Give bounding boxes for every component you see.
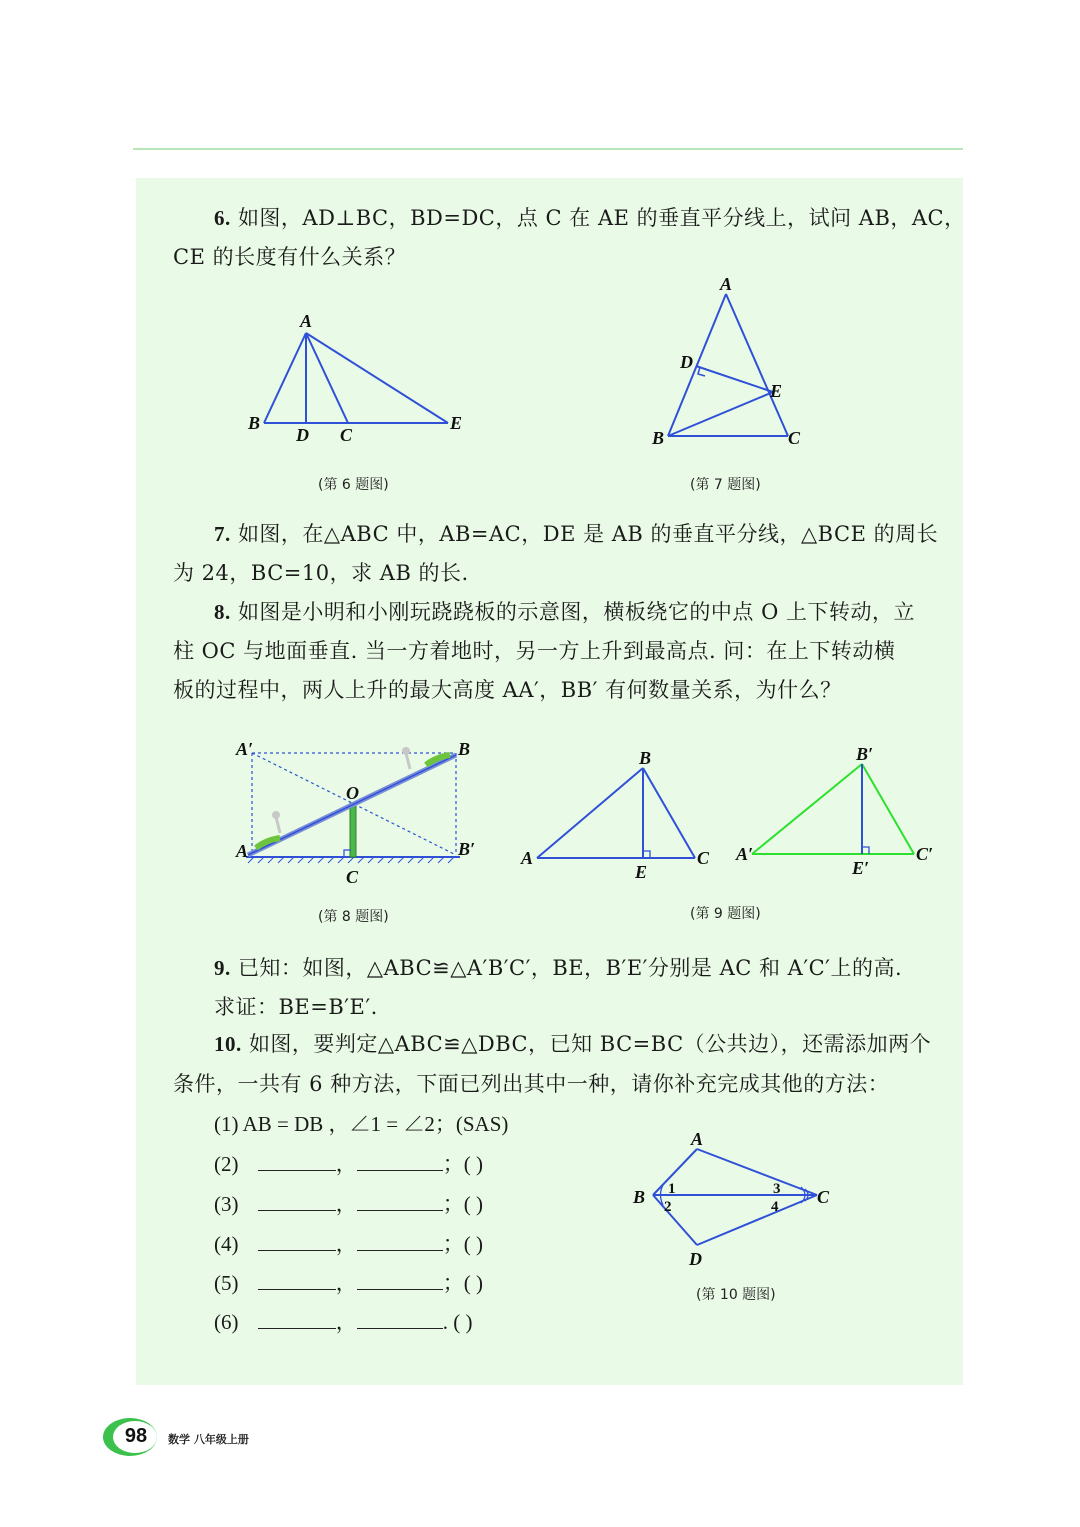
option-5-blank-2[interactable] bbox=[357, 1271, 443, 1290]
problem-6-text-1: 如图，AD⊥BC，BD=DC，点 C 在 AE 的垂直平分线上，试问 AB，AC， bbox=[237, 206, 966, 230]
fig10-segment-AC bbox=[697, 1149, 817, 1195]
option-2-blank-2[interactable] bbox=[357, 1152, 443, 1171]
fig8-label-C: C bbox=[346, 867, 359, 887]
caption-fig7: (第 7 题图) bbox=[690, 477, 761, 493]
problem-9-line-2: 求证：BE=B′E′. bbox=[214, 995, 378, 1019]
fig8-label-A1: A′ bbox=[236, 739, 254, 759]
option-3-label: (3) bbox=[214, 1192, 239, 1216]
fig10-angle-4: 4 bbox=[771, 1199, 779, 1215]
fig9b-segment-AB bbox=[752, 764, 862, 854]
fig7-label-C: C bbox=[788, 428, 801, 448]
caption-fig10: (第 10 题图) bbox=[696, 1287, 776, 1303]
figure-7 bbox=[640, 270, 820, 450]
figure-10 bbox=[625, 1125, 845, 1275]
fig8-label-B1: B′ bbox=[458, 839, 476, 859]
option-2-blank-1[interactable] bbox=[258, 1152, 336, 1171]
fig7-segment-AC bbox=[726, 294, 788, 436]
fig7-label-D: D bbox=[680, 352, 693, 372]
fig10-label-C: C bbox=[817, 1187, 830, 1207]
option-3-rule: ；( ) bbox=[442, 1192, 483, 1216]
fig9a-label-E: E bbox=[635, 862, 648, 882]
fig10-angle-2: 2 bbox=[664, 1199, 672, 1215]
problem-10-number: 10. bbox=[214, 1032, 242, 1056]
problem-9-number: 9. bbox=[214, 956, 231, 980]
page-number: 98 bbox=[124, 1425, 148, 1447]
problem-10-line-2: 条件，一共有 6 种方法，下面已列出其中一种，请你补充完成其他的方法： bbox=[173, 1072, 890, 1096]
option-4-comma: ， bbox=[335, 1232, 357, 1256]
fig6-label-E: E bbox=[450, 413, 463, 433]
option-3-blank-2[interactable] bbox=[357, 1192, 443, 1211]
fig8-label-B: B bbox=[458, 739, 471, 759]
fig10-segment-DC bbox=[697, 1195, 817, 1245]
fig9b-label-E: E′ bbox=[852, 858, 870, 878]
problem-6-number: 6. bbox=[214, 206, 231, 230]
problem-10-line-1 bbox=[214, 1032, 931, 1056]
option-6-blank-2[interactable] bbox=[357, 1310, 443, 1329]
caption-fig8: (第 8 题图) bbox=[318, 909, 389, 925]
fig8-handle-left bbox=[276, 817, 280, 833]
fig6-label-D: D bbox=[296, 425, 309, 445]
fig9a-segment-BC bbox=[643, 768, 695, 858]
problem-8-line-2: 柱 OC 与地面垂直. 当一方着地时，另一方上升到最高点. 问：在上下转动横 bbox=[173, 639, 896, 663]
fig9a-segment-AB bbox=[537, 768, 643, 858]
fig6-segment-AB bbox=[264, 333, 306, 423]
option-5-comma: ， bbox=[335, 1271, 357, 1295]
header-rule bbox=[133, 148, 963, 150]
option-4-label: (4) bbox=[214, 1232, 239, 1256]
fig8-pillar bbox=[350, 803, 356, 857]
fig9b-label-B: B′ bbox=[856, 744, 874, 764]
figure-9-triangle-ABC bbox=[515, 740, 725, 890]
problem-7-line-1 bbox=[214, 522, 938, 546]
fig6-label-C: C bbox=[340, 425, 353, 445]
problem-10-option-5 bbox=[214, 1271, 483, 1295]
fig9a-label-C: C bbox=[697, 848, 710, 868]
fig9b-right-angle-mark bbox=[862, 847, 869, 854]
fig9b-segment-BC bbox=[862, 764, 914, 854]
problem-10-text-1: 如图，要判定△ABC≌△DBC，已知 BC=BC（公共边），还需添加两个 bbox=[248, 1032, 932, 1056]
fig7-segment-DE bbox=[696, 366, 773, 392]
book-title: 数学 八年级上册 bbox=[168, 1433, 249, 1446]
problem-6-line-2: CE 的长度有什么关系？ bbox=[173, 245, 407, 269]
problem-8-number: 8. bbox=[214, 600, 231, 624]
problem-10-option-4 bbox=[214, 1232, 483, 1256]
fig10-angle-3: 3 bbox=[773, 1181, 781, 1197]
fig6-label-A: A bbox=[300, 311, 313, 331]
option-4-blank-2[interactable] bbox=[357, 1232, 443, 1251]
option-2-comma: ， bbox=[335, 1152, 357, 1176]
problem-7-line-2: 为 24，BC=10，求 AB 的长. bbox=[173, 561, 469, 585]
fig7-label-E: E bbox=[770, 381, 783, 401]
fig9b-label-A: A′ bbox=[736, 844, 754, 864]
fig9a-right-angle-mark bbox=[643, 851, 650, 858]
problem-9-text-1: 已知：如图，△ABC≌△A′B′C′，BE，B′E′分别是 AC 和 A′C′上的高. bbox=[237, 956, 903, 980]
problem-8-line-1 bbox=[214, 600, 915, 624]
caption-fig6: (第 6 题图) bbox=[318, 477, 389, 493]
option-6-rule: . ( ) bbox=[442, 1310, 473, 1334]
figure-6 bbox=[240, 305, 480, 445]
option-5-rule: ；( ) bbox=[442, 1271, 483, 1295]
fig10-label-B: B bbox=[633, 1187, 646, 1207]
option-2-rule: ；( ) bbox=[442, 1152, 483, 1176]
fig6-label-B: B bbox=[248, 413, 261, 433]
fig8-label-A: A bbox=[236, 841, 249, 861]
fig10-segment-BD bbox=[653, 1195, 697, 1245]
option-6-blank-1[interactable] bbox=[258, 1310, 336, 1329]
fig8-ground bbox=[246, 857, 460, 863]
option-3-blank-1[interactable] bbox=[258, 1192, 336, 1211]
problem-7-number: 7. bbox=[214, 522, 231, 546]
problem-10-option-1: (1) AB = DB ，∠1 = ∠2；(SAS) bbox=[214, 1112, 509, 1136]
fig10-label-A: A bbox=[691, 1129, 704, 1149]
figure-8 bbox=[230, 735, 490, 895]
fig7-label-A: A bbox=[720, 274, 733, 294]
figure-9-triangle-A1B1C1 bbox=[730, 740, 950, 890]
problem-7-text-1: 如图，在△ABC 中，AB=AC，DE 是 AB 的垂直平分线，△BCE 的周长 bbox=[237, 522, 939, 546]
problem-6-line-1 bbox=[214, 206, 966, 230]
option-5-blank-1[interactable] bbox=[258, 1271, 336, 1290]
problem-10-option-6 bbox=[214, 1310, 473, 1334]
option-5-label: (5) bbox=[214, 1271, 239, 1295]
fig7-label-B: B bbox=[652, 428, 665, 448]
fig8-label-O: O bbox=[346, 783, 359, 803]
problem-9-line-1 bbox=[214, 956, 902, 980]
option-6-comma: ， bbox=[335, 1310, 357, 1334]
option-4-blank-1[interactable] bbox=[258, 1232, 336, 1251]
fig9a-label-A: A bbox=[521, 848, 534, 868]
problem-8-text-1: 如图是小明和小刚玩跷跷板的示意图，横板绕它的中点 O 上下转动，立 bbox=[237, 600, 916, 624]
fig10-angle-1: 1 bbox=[668, 1181, 676, 1197]
fig9b-label-C: C′ bbox=[916, 844, 934, 864]
problem-10-option-3 bbox=[214, 1192, 483, 1216]
problem-10-option-2 bbox=[214, 1152, 483, 1176]
option-2-label: (2) bbox=[214, 1152, 239, 1176]
problem-8-line-3: 板的过程中，两人上升的最大高度 AA′，BB′ 有何数量关系，为什么？ bbox=[173, 678, 842, 702]
caption-fig9: (第 9 题图) bbox=[690, 906, 761, 922]
fig8-handle-right bbox=[406, 753, 410, 769]
option-3-comma: ， bbox=[335, 1192, 357, 1216]
fig10-label-D: D bbox=[689, 1249, 702, 1269]
option-4-rule: ；( ) bbox=[442, 1232, 483, 1256]
option-6-label: (6) bbox=[214, 1310, 239, 1334]
fig9a-label-B: B bbox=[639, 748, 652, 768]
